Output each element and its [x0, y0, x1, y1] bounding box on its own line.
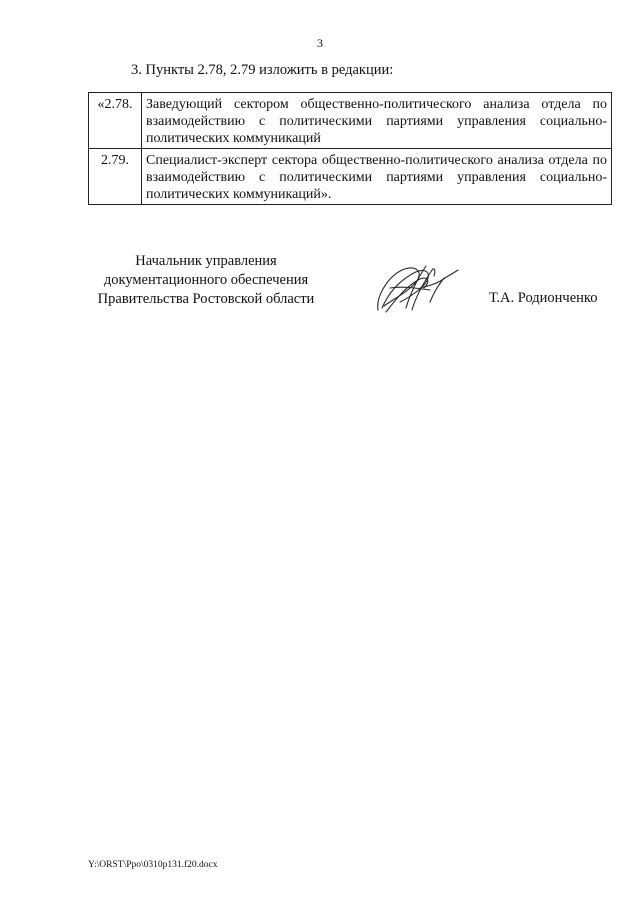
table-row [89, 149, 612, 205]
signatory-position-line: Начальник управления [135, 253, 277, 269]
amendment-table [88, 92, 612, 205]
signatory-position-line: документационного обеспечения [103, 272, 309, 288]
row-number: «2.78. [89, 93, 142, 149]
intro-paragraph: 3. Пункты 2.78, 2.79 изложить в редакции: [131, 62, 394, 78]
file-path-footer: Y:\ORST\Ppo\0310p131.f20.docx [88, 860, 218, 870]
signatory-name: Т.А. Родионченко [489, 290, 598, 306]
signatory-position [86, 252, 326, 309]
handwritten-signature-icon [372, 258, 462, 318]
row-text: Специалист-эксперт сектора общественно-политического анализа отдела по взаимодействию с политическими партиями управления социально-политических коммуникаций». [142, 149, 612, 205]
row-number: 2.79. [89, 149, 142, 205]
page-number: 3 [317, 36, 323, 50]
row-text: Заведующий сектором общественно-политического анализа отдела по взаимодействию с политическими партиями управления социально-политических коммуникаций [142, 93, 612, 149]
table-row [89, 93, 612, 149]
signatory-position-line: Правительства Ростовской области [97, 291, 315, 307]
